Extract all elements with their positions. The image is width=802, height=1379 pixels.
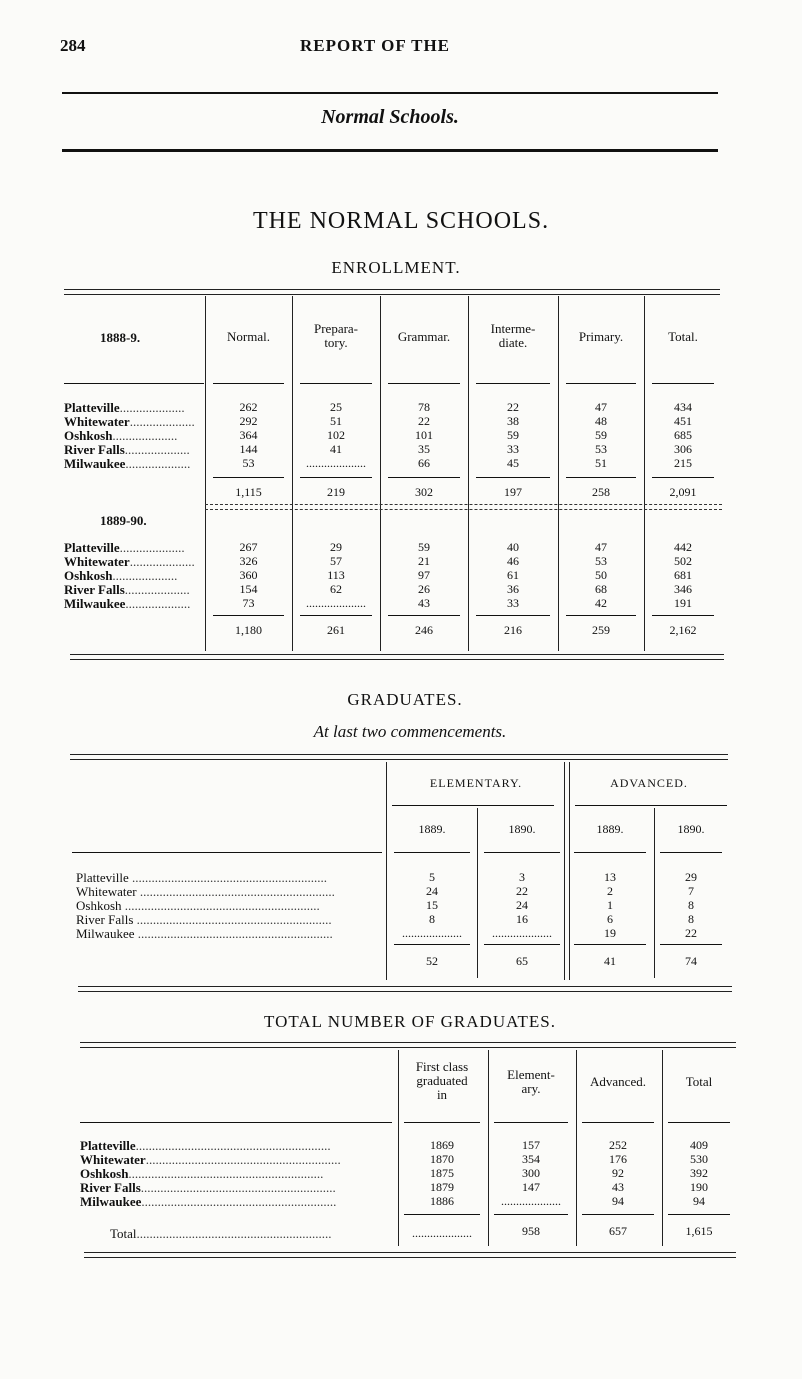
graduates-cell: 13 xyxy=(604,870,616,884)
enrollment-cell: 26 xyxy=(418,582,430,596)
total-graduates-column-header: Advanced. xyxy=(590,1074,646,1089)
enrollment-cell: 57 xyxy=(330,554,342,568)
school-name: Whitewater xyxy=(64,554,130,569)
graduates-cell: 22 xyxy=(685,926,697,940)
total-graduates-header-rule xyxy=(404,1122,480,1123)
enrollment-cell: 43 xyxy=(418,596,430,610)
enrollment-cell: 113 xyxy=(327,568,345,582)
leader-dots: .................... xyxy=(124,582,190,597)
graduates-cell: 5 xyxy=(429,870,435,884)
school-name: Platteville xyxy=(64,540,120,555)
enrollment-cell: 50 xyxy=(595,568,607,582)
graduates-cell: 16 xyxy=(516,912,528,926)
enrollment-total-rule xyxy=(566,477,636,478)
enrollment-cell: 46 xyxy=(507,554,519,568)
total-graduates-row-label xyxy=(80,1194,394,1210)
total-graduates-heading: TOTAL NUMBER OF GRADUATES. xyxy=(264,1012,556,1031)
enrollment-cell: 51 xyxy=(595,456,607,470)
total-graduates-total-rule xyxy=(404,1214,480,1215)
enrollment-column-header: Prepara- tory. xyxy=(313,321,359,350)
total-graduates-total-rule xyxy=(582,1214,654,1215)
graduates-group-rule xyxy=(575,805,727,806)
enrollment-total-rule xyxy=(213,477,284,478)
school-name: Whitewater xyxy=(80,1152,146,1167)
leader-dots: ............................................................ xyxy=(140,1180,336,1195)
graduates-cell: 29 xyxy=(685,870,697,884)
enrollment-header-rule xyxy=(213,383,284,384)
empty-cell-dots: .................... xyxy=(492,926,552,940)
empty-cell-dots: .................... xyxy=(306,456,366,470)
leader-dots: .................... xyxy=(124,442,190,457)
enrollment-total-rule xyxy=(300,477,372,478)
school-name: Oshkosh xyxy=(64,428,113,443)
graduates-year-header: 1889. xyxy=(596,822,624,836)
graduates-cell: 15 xyxy=(426,898,438,912)
school-name: River Falls xyxy=(64,442,125,457)
total-graduates-cell: 1879 xyxy=(430,1180,454,1194)
total-graduates-total-rule xyxy=(668,1214,730,1215)
school-name: River Falls xyxy=(80,1180,141,1195)
graduates-total: 52 xyxy=(426,954,438,968)
graduates-total: 65 xyxy=(516,954,528,968)
enrollment-year-divider xyxy=(205,504,722,510)
school-name: River Falls xyxy=(76,912,134,927)
total-graduates-cell: 354 xyxy=(522,1152,540,1166)
graduates-cell: 8 xyxy=(688,912,694,926)
enrollment-cell: 346 xyxy=(674,582,692,596)
enrollment-total: 219 xyxy=(327,485,345,499)
graduates-total-rule xyxy=(574,944,646,945)
enrollment-total: 1,180 xyxy=(235,623,262,637)
enrollment-cell: 53 xyxy=(595,442,607,456)
total-graduates-top-rule xyxy=(80,1042,736,1048)
enrollment-cell: 51 xyxy=(330,414,342,428)
enrollment-cell: 360 xyxy=(239,568,258,582)
graduates-year-header: 1890. xyxy=(508,822,536,836)
total-graduates-cell: 94 xyxy=(612,1194,624,1208)
school-name: Whitewater xyxy=(76,884,137,899)
graduates-cell: 2 xyxy=(607,884,613,898)
enrollment-cell: 681 xyxy=(674,568,692,582)
empty-cell-dots: .................... xyxy=(412,1226,472,1240)
enrollment-cell: 191 xyxy=(674,596,692,610)
enrollment-cell: 73 xyxy=(242,596,255,610)
total-graduates-cell: 252 xyxy=(609,1138,627,1152)
enrollment-total: 258 xyxy=(592,485,610,499)
graduates-bottom-rule xyxy=(78,986,732,992)
graduates-header-rule xyxy=(660,852,722,853)
empty-cell-dots: .................... xyxy=(501,1194,561,1208)
header-rule-top xyxy=(62,92,718,94)
enrollment-header-rule xyxy=(64,383,204,384)
graduates-subheading: At last two commencements. xyxy=(313,722,507,741)
enrollment-column-header: Grammar. xyxy=(397,329,451,344)
school-name: Oshkosh xyxy=(80,1166,129,1181)
school-name: Oshkosh xyxy=(64,568,113,583)
enrollment-total: 1,115 xyxy=(235,485,262,499)
enrollment-cell: 47 xyxy=(595,400,607,414)
total-graduates-cell: 1875 xyxy=(430,1166,454,1180)
leader-dots: ............................................................ xyxy=(134,926,333,941)
enrollment-year-label: 1888-9. xyxy=(100,330,141,345)
leader-dots: .................... xyxy=(125,456,191,471)
graduates-heading: GRADUATES. xyxy=(347,690,463,709)
enrollment-total: 197 xyxy=(504,485,522,499)
graduates-header-rule xyxy=(72,852,382,853)
enrollment-total-rule xyxy=(213,615,284,616)
total-graduates-cell: 176 xyxy=(609,1152,627,1166)
graduates-cell: 24 xyxy=(426,884,438,898)
enrollment-cell: 154 xyxy=(239,582,258,596)
enrollment-cell: 25 xyxy=(330,400,342,414)
total-graduates-header-rule xyxy=(494,1122,568,1123)
enrollment-cell: 59 xyxy=(418,540,430,554)
leader-dots: .................... xyxy=(119,540,185,555)
graduates-total: 41 xyxy=(604,954,616,968)
leader-dots: .................... xyxy=(125,596,191,611)
total-graduates-total: 657 xyxy=(609,1224,627,1238)
enrollment-cell: 61 xyxy=(507,568,519,582)
enrollment-cell: 53 xyxy=(595,554,607,568)
enrollment-top-rule xyxy=(64,289,720,295)
enrollment-cell: 442 xyxy=(674,540,692,554)
enrollment-total-rule xyxy=(476,477,550,478)
graduates-group-rule xyxy=(392,805,554,806)
enrollment-cell: 102 xyxy=(327,428,345,442)
graduates-cell: 19 xyxy=(604,926,616,940)
total-graduates-total-rule xyxy=(494,1214,568,1215)
graduates-header-rule xyxy=(394,852,470,853)
leader-dots: ............................................................ xyxy=(136,884,335,899)
enrollment-total: 246 xyxy=(415,623,433,637)
total-graduates-cell: 92 xyxy=(612,1166,624,1180)
school-name: Milwaukee xyxy=(64,456,126,471)
leader-dots: .................... xyxy=(129,554,195,569)
enrollment-cell: 45 xyxy=(507,456,519,470)
school-name: Milwaukee xyxy=(80,1194,142,1209)
enrollment-cell: 68 xyxy=(595,582,607,596)
graduates-row-label xyxy=(76,926,384,942)
graduates-total-rule xyxy=(394,944,470,945)
graduates-year-header: 1890. xyxy=(677,822,705,836)
enrollment-total: 302 xyxy=(415,485,433,499)
graduates-header-rule xyxy=(484,852,560,853)
school-name: Milwaukee xyxy=(76,926,135,941)
total-graduates-bottom-rule xyxy=(84,1252,736,1258)
leader-dots: ............................................................ xyxy=(141,1194,337,1209)
total-graduates-column-header: Total xyxy=(685,1074,713,1089)
enrollment-total-rule xyxy=(652,615,714,616)
enrollment-cell: 364 xyxy=(239,428,258,442)
leader-dots: .................... xyxy=(129,414,195,429)
enrollment-header-rule xyxy=(476,383,550,384)
enrollment-heading: ENROLLMENT. xyxy=(331,258,461,277)
school-name: Platteville xyxy=(80,1138,136,1153)
enrollment-bottom-rule xyxy=(70,654,724,660)
total-graduates-column-header: Element- ary. xyxy=(507,1067,555,1096)
leader-dots: ............................................................ xyxy=(136,1226,332,1241)
enrollment-column-header: Normal. xyxy=(227,329,270,344)
total-graduates-header-rule xyxy=(582,1122,654,1123)
enrollment-cell: 59 xyxy=(507,428,519,442)
school-name: Oshkosh xyxy=(76,898,122,913)
enrollment-total: 259 xyxy=(592,623,610,637)
enrollment-total: 216 xyxy=(504,623,522,637)
school-name: Platteville xyxy=(64,400,120,415)
total-graduates-cell: 147 xyxy=(522,1180,540,1194)
enrollment-header-rule xyxy=(300,383,372,384)
empty-cell-dots: .................... xyxy=(306,596,366,610)
graduates-cell: 3 xyxy=(519,870,525,884)
total-graduates-cell: 43 xyxy=(612,1180,624,1194)
section-title: Normal Schools. xyxy=(321,106,459,128)
leader-dots: ............................................................ xyxy=(133,912,332,927)
enrollment-cell: 78 xyxy=(418,400,430,414)
enrollment-header-rule xyxy=(566,383,636,384)
graduates-group-header: ELEMENTARY. xyxy=(429,776,523,790)
total-graduates-cell: 300 xyxy=(522,1166,540,1180)
enrollment-column-header: Interme- diate. xyxy=(490,321,536,350)
enrollment-cell: 267 xyxy=(239,540,258,554)
enrollment-cell: 53 xyxy=(242,456,255,470)
enrollment-total-rule xyxy=(566,615,636,616)
enrollment-header-rule xyxy=(388,383,460,384)
total-graduates-cell: 409 xyxy=(690,1138,708,1152)
enrollment-cell: 22 xyxy=(418,414,430,428)
leader-dots: ............................................................ xyxy=(135,1138,331,1153)
enrollment-cell: 101 xyxy=(415,428,433,442)
enrollment-cell: 306 xyxy=(674,442,692,456)
total-row-label xyxy=(110,1226,394,1242)
graduates-total-rule xyxy=(660,944,722,945)
leader-dots: ............................................................ xyxy=(128,1166,324,1181)
empty-cell-dots: .................... xyxy=(402,926,462,940)
enrollment-cell: 326 xyxy=(239,554,258,568)
enrollment-total: 2,091 xyxy=(669,485,697,499)
graduates-column-rule xyxy=(386,762,387,980)
enrollment-row-label xyxy=(64,596,204,612)
graduates-top-rule xyxy=(70,754,728,760)
school-name: River Falls xyxy=(64,582,125,597)
enrollment-cell: 97 xyxy=(418,568,430,582)
enrollment-year-label: 1889-90. xyxy=(100,513,147,528)
graduates-year-header: 1889. xyxy=(418,822,446,836)
graduates-group-header: ADVANCED. xyxy=(610,776,688,790)
page-title: THE NORMAL SCHOOLS. xyxy=(252,208,550,234)
leader-dots: ............................................................ xyxy=(145,1152,341,1167)
graduates-cell: 24 xyxy=(516,898,528,912)
enrollment-header-rule xyxy=(652,383,714,384)
graduates-cell: 8 xyxy=(688,898,694,912)
total-graduates-header-rule xyxy=(668,1122,730,1123)
enrollment-cell: 33 xyxy=(507,442,519,456)
enrollment-cell: 292 xyxy=(239,414,258,428)
enrollment-cell: 29 xyxy=(330,540,342,554)
enrollment-cell: 40 xyxy=(507,540,519,554)
enrollment-cell: 685 xyxy=(674,428,692,442)
enrollment-cell: 66 xyxy=(418,456,430,470)
leader-dots: ............................................................ xyxy=(121,898,320,913)
enrollment-cell: 59 xyxy=(595,428,607,442)
total-graduates-cell: 1869 xyxy=(430,1138,454,1152)
enrollment-total-rule xyxy=(388,477,460,478)
enrollment-cell: 42 xyxy=(595,596,607,610)
enrollment-cell: 62 xyxy=(330,582,342,596)
enrollment-column-header: Primary. xyxy=(578,329,624,344)
enrollment-cell: 262 xyxy=(239,400,258,414)
enrollment-cell: 144 xyxy=(239,442,258,456)
graduates-header-rule xyxy=(574,852,646,853)
leader-dots: .................... xyxy=(112,568,178,583)
enrollment-total: 2,162 xyxy=(669,623,697,637)
school-name: Platteville xyxy=(76,870,129,885)
leader-dots: .................... xyxy=(112,428,178,443)
school-name: Milwaukee xyxy=(64,596,126,611)
enrollment-cell: 47 xyxy=(595,540,607,554)
enrollment-total-rule xyxy=(652,477,714,478)
enrollment-cell: 451 xyxy=(674,414,692,428)
graduates-total: 74 xyxy=(685,954,697,968)
enrollment-total-rule xyxy=(476,615,550,616)
enrollment-cell: 36 xyxy=(507,582,519,596)
enrollment-cell: 434 xyxy=(674,400,692,414)
total-label: Total xyxy=(110,1226,137,1241)
total-graduates-cell: 1870 xyxy=(430,1152,454,1166)
leader-dots: ............................................................ xyxy=(128,870,327,885)
enrollment-cell: 33 xyxy=(507,596,519,610)
leader-dots: .................... xyxy=(119,400,185,415)
enrollment-cell: 41 xyxy=(330,442,342,456)
total-graduates-column-header: First class graduated in xyxy=(415,1059,469,1102)
graduates-cell: 22 xyxy=(516,884,528,898)
total-graduates-cell: 94 xyxy=(693,1194,705,1208)
enrollment-cell: 38 xyxy=(507,414,519,428)
enrollment-cell: 48 xyxy=(595,414,607,428)
enrollment-row-label xyxy=(64,456,204,472)
total-graduates-cell: 157 xyxy=(522,1138,540,1152)
total-graduates-header-rule xyxy=(80,1122,392,1123)
school-name: Whitewater xyxy=(64,414,130,429)
total-graduates-total: 1,615 xyxy=(685,1224,713,1238)
graduates-cell: 1 xyxy=(607,898,613,912)
page-number: 284 xyxy=(60,36,86,55)
graduates-cell: 8 xyxy=(429,912,435,926)
enrollment-cell: 22 xyxy=(507,400,519,414)
enrollment-cell: 21 xyxy=(418,554,430,568)
total-graduates-cell: 530 xyxy=(690,1152,708,1166)
total-graduates-cell: 392 xyxy=(690,1166,708,1180)
enrollment-total-rule xyxy=(300,615,372,616)
enrollment-column-header: Total. xyxy=(668,329,698,344)
running-title: REPORT OF THE xyxy=(300,36,451,55)
enrollment-total: 261 xyxy=(327,623,345,637)
header-rule-bottom xyxy=(62,149,718,152)
total-graduates-cell: 1886 xyxy=(430,1194,454,1208)
graduates-cell: 7 xyxy=(688,884,694,898)
graduates-total-rule xyxy=(484,944,560,945)
total-graduates-total: 958 xyxy=(522,1224,540,1238)
total-graduates-cell: 190 xyxy=(690,1180,708,1194)
graduates-cell: 6 xyxy=(607,912,613,926)
enrollment-total-rule xyxy=(388,615,460,616)
enrollment-cell: 35 xyxy=(418,442,430,456)
enrollment-cell: 502 xyxy=(674,554,692,568)
enrollment-cell: 215 xyxy=(674,456,692,470)
